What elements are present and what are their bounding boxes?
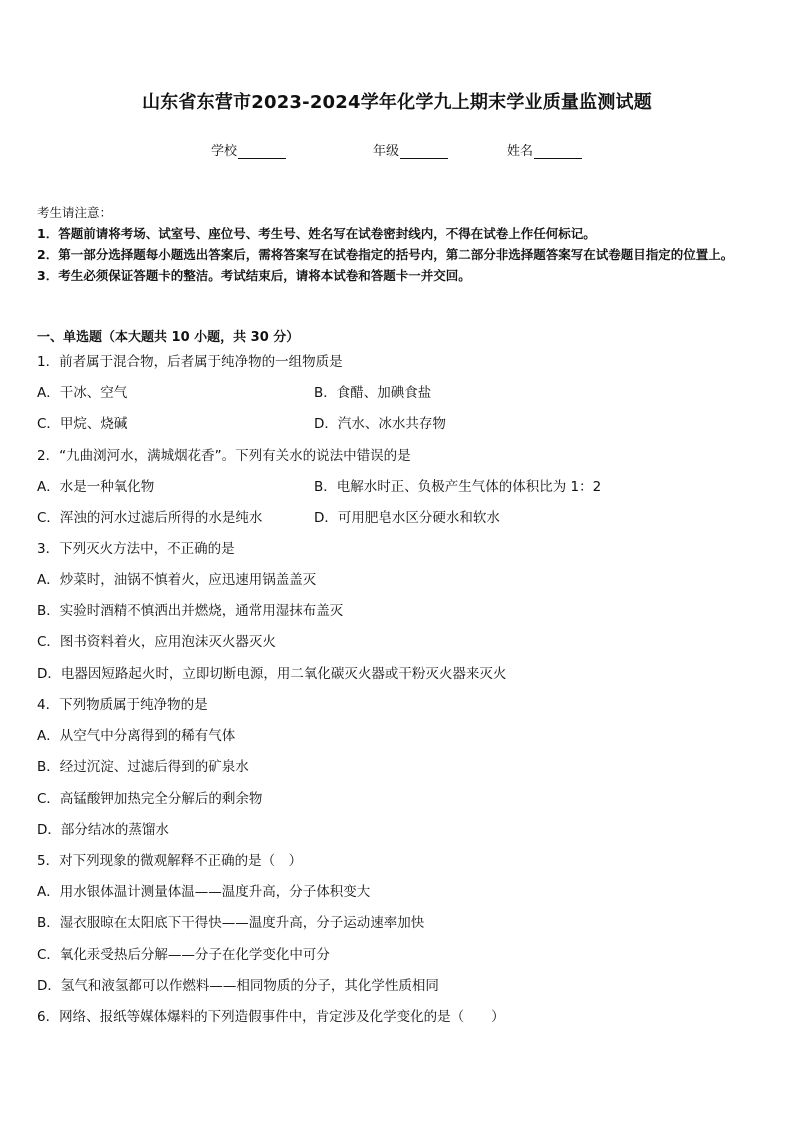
question-1-option-a: A．干冰、空气 xyxy=(37,385,128,401)
question-4-stem: 4．下列物质属于纯净物的是 xyxy=(37,697,208,713)
grade-field xyxy=(373,140,448,159)
note-item: 2．第一部分选择题每小题选出答案后，需将答案写在试卷指定的括号内，第二部分非选择题答案写在试卷题目指定的位置上。 xyxy=(37,247,734,262)
question-4-option-c: C．高锰酸钾加热完全分解后的剩余物 xyxy=(37,791,263,807)
school-label: 学校 xyxy=(211,144,238,159)
question-5-option-d: D．氢气和液氢都可以作燃料——相同物质的分子，其化学性质相同 xyxy=(37,978,439,994)
question-2-option-b: B．电解水时正、负极产生气体的体积比为 1：2 xyxy=(314,479,602,495)
exam-notes xyxy=(37,202,759,286)
note-item: 1．答题前请将考场、试室号、座位号、考生号、姓名写在试卷密封线内，不得在试卷上作任何标记。 xyxy=(37,226,596,241)
school-blank[interactable] xyxy=(238,144,286,159)
question-2-stem: 2．“九曲浏河水，满城烟花香”。下列有关水的说法中错误的是 xyxy=(37,448,411,464)
school-field xyxy=(211,140,286,159)
question-4-option-b: B．经过沉淀、过滤后得到的矿泉水 xyxy=(37,759,249,775)
name-blank[interactable] xyxy=(534,144,582,159)
question-1-option-b: B．食醋、加碘食盐 xyxy=(314,385,432,401)
question-4-option-a: A．从空气中分离得到的稀有气体 xyxy=(37,728,236,744)
question-6-stem: 6．网络、报纸等媒体爆料的下列造假事件中，肯定涉及化学变化的是（ ） xyxy=(37,1009,505,1025)
note-item: 3．考生必须保证答题卡的整洁。考试结束后，请将本试卷和答题卡一并交回。 xyxy=(37,268,471,283)
name-field xyxy=(507,140,582,159)
question-5-option-a: A．用水银体温计测量体温——温度升高，分子体积变大 xyxy=(37,884,371,900)
question-4-option-d: D．部分结冰的蒸馏水 xyxy=(37,822,169,838)
question-3-option-b: B．实验时酒精不慎洒出并燃烧，通常用湿抹布盖灭 xyxy=(37,603,344,619)
question-5-option-b: B．湿衣服晾在太阳底下干得快——温度升高，分子运动速率加快 xyxy=(37,915,425,931)
question-1-option-d: D．汽水、冰水共存物 xyxy=(314,416,446,432)
notes-heading: 考生请注意： xyxy=(37,205,113,220)
question-2-option-d: D．可用肥皂水区分硬水和软水 xyxy=(314,510,500,526)
question-3-option-c: C．图书资料着火，应用泡沫灭火器灭火 xyxy=(37,634,276,650)
page-title: 山东省东营市2023-2024学年化学九上期末学业质量监测试题 xyxy=(142,92,652,113)
question-3-option-d: D．电器因短路起火时，立即切断电源，用二氧化碳灭火器或干粉灭火器来灭火 xyxy=(37,666,507,682)
question-2-option-c: C．浑浊的河水过滤后所得的水是纯水 xyxy=(37,510,263,526)
question-1-option-c: C．甲烷、烧碱 xyxy=(37,416,128,432)
question-5-option-c: C．氧化汞受热后分解——分子在化学变化中可分 xyxy=(37,947,330,963)
question-3-stem: 3．下列灭火方法中，不正确的是 xyxy=(37,541,235,557)
question-1-stem: 1．前者属于混合物，后者属于纯净物的一组物质是 xyxy=(37,354,343,370)
question-5-stem: 5．对下列现象的微观解释不正确的是（ ） xyxy=(37,853,303,869)
section-heading: 一、单选题（本大题共 10 小题，共 30 分） xyxy=(37,330,300,345)
name-label: 姓名 xyxy=(507,144,534,159)
grade-label: 年级 xyxy=(373,144,400,159)
student-info-row xyxy=(0,140,794,160)
question-2-option-a: A．水是一种氧化物 xyxy=(37,479,155,495)
grade-blank[interactable] xyxy=(400,144,448,159)
question-3-option-a: A．炒菜时，油锅不慎着火，应迅速用锅盖盖灭 xyxy=(37,572,317,588)
